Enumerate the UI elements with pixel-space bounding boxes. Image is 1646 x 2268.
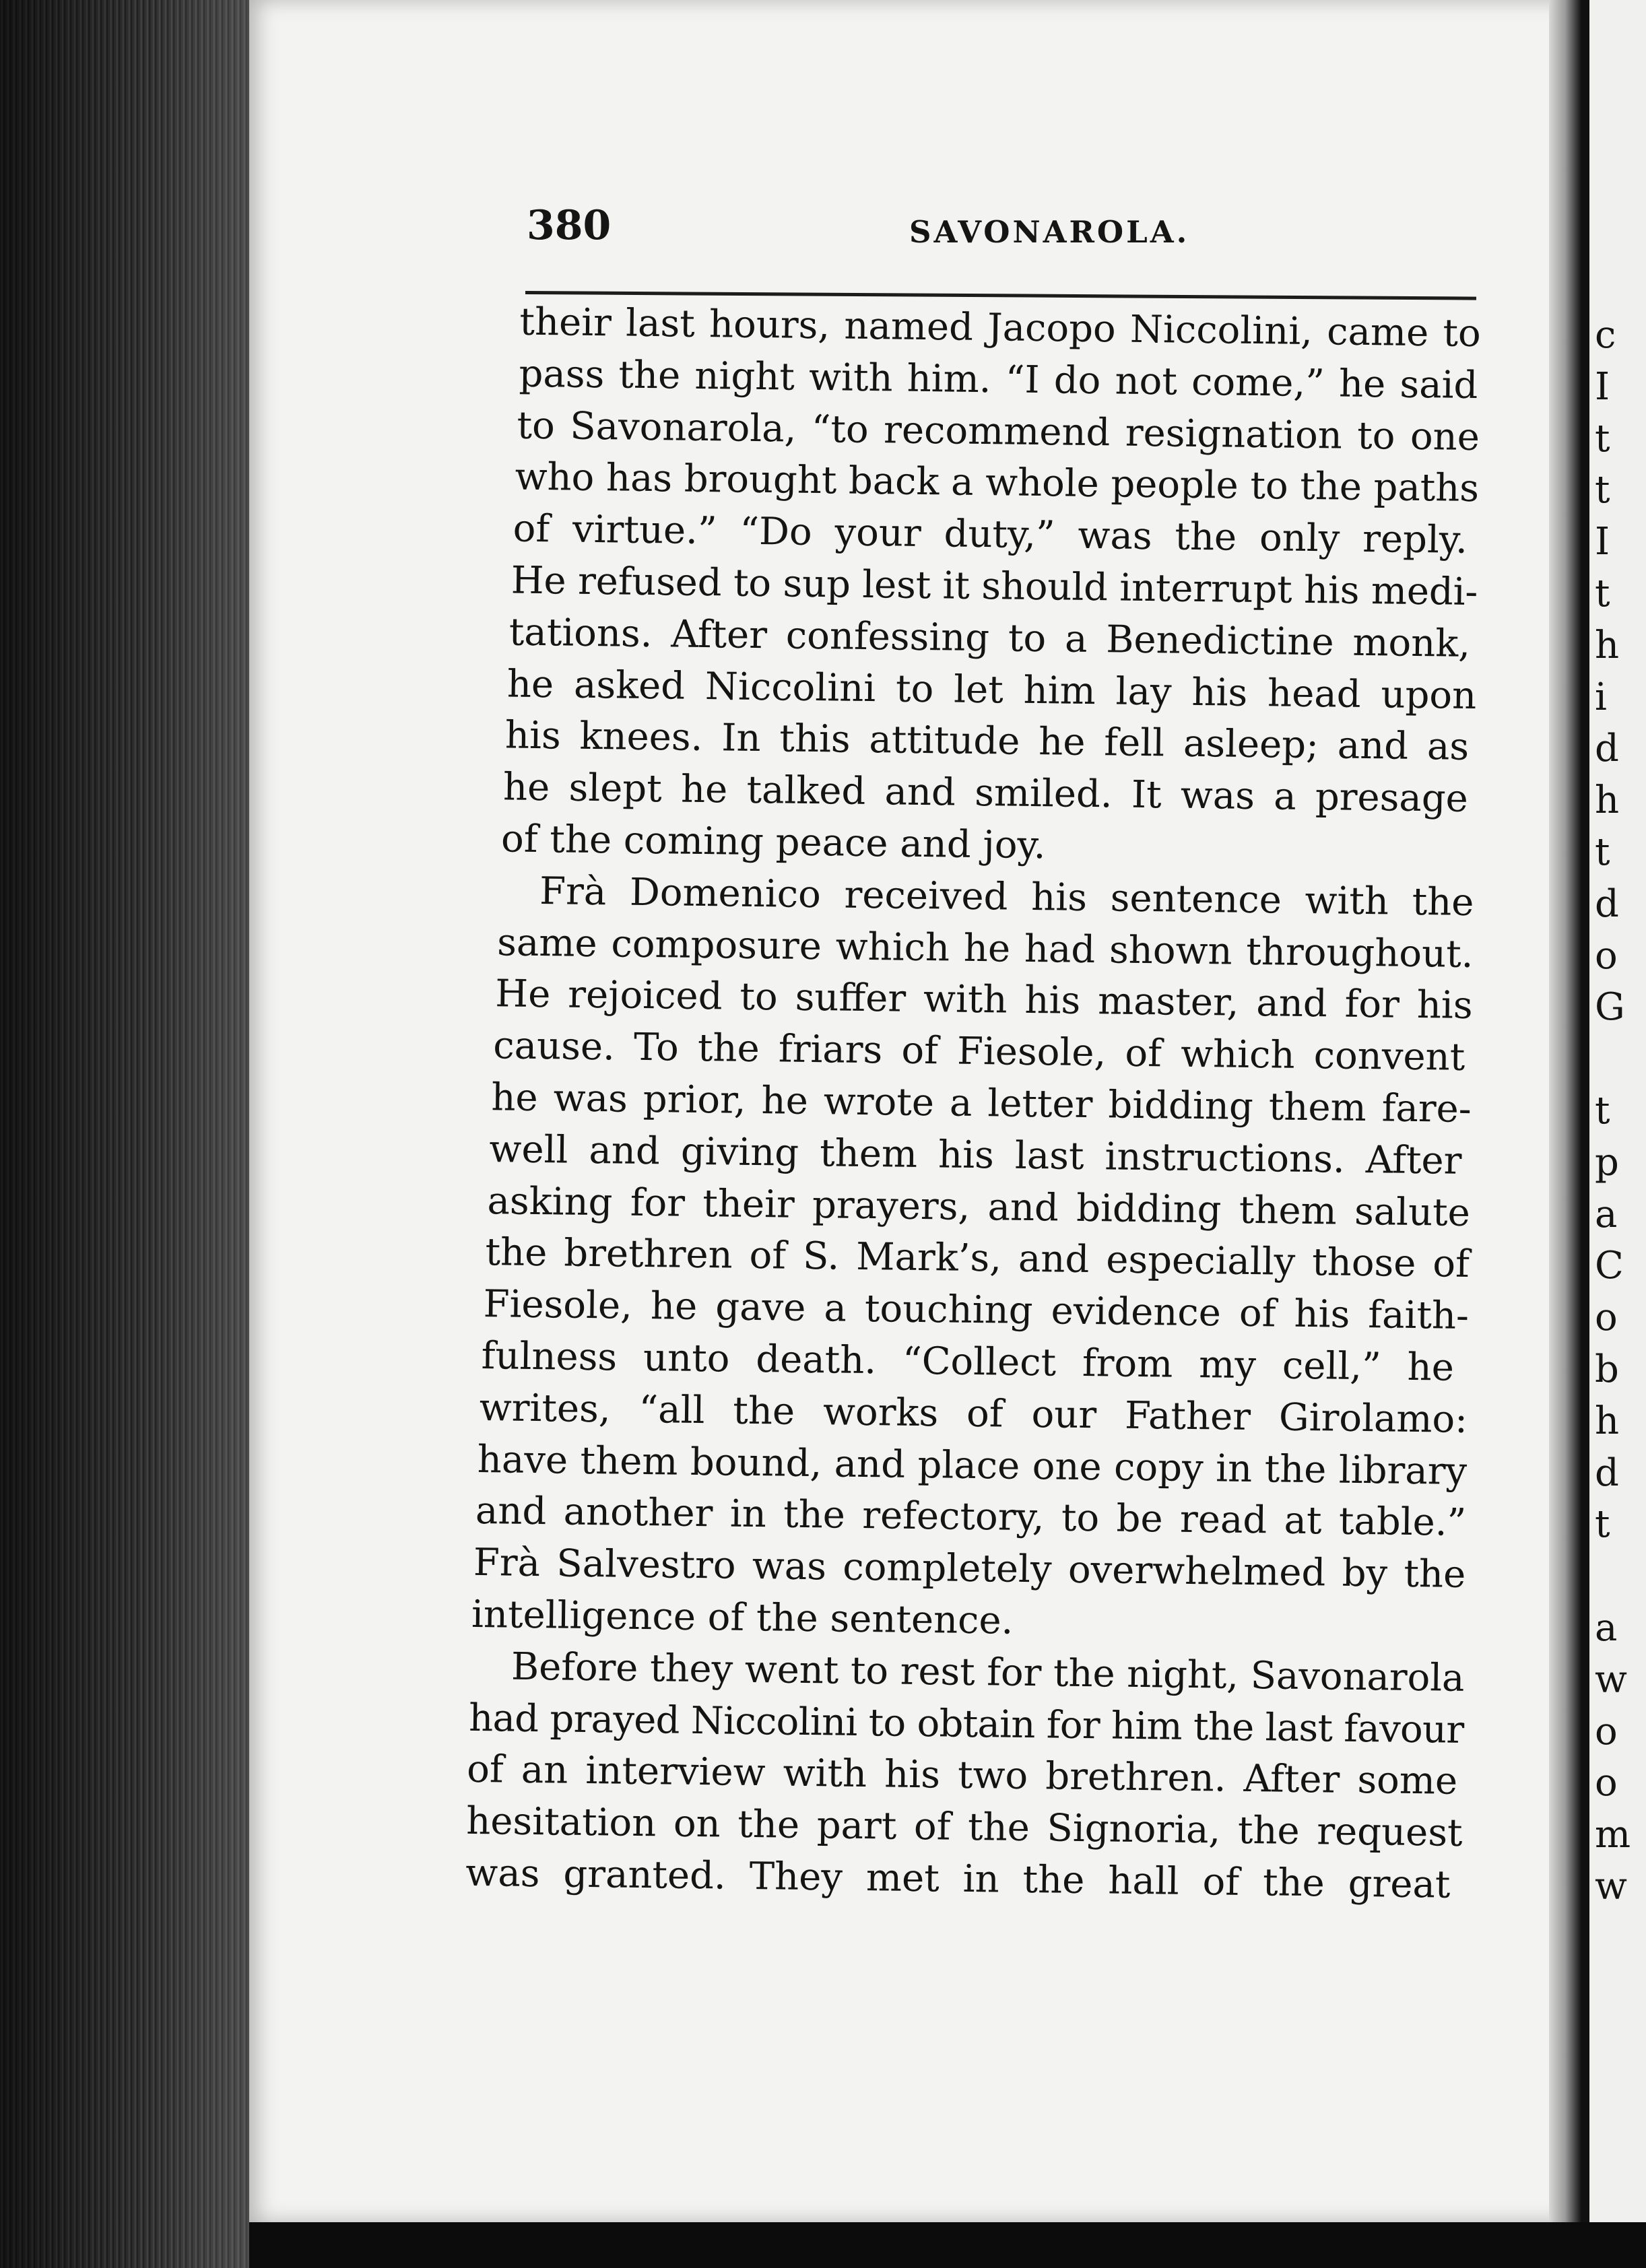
next-page-fragment: d: [1595, 727, 1619, 771]
text-line: he asked Niccolini to let him lay his head upon: [506, 662, 1477, 718]
next-page-fragment: o: [1595, 1709, 1618, 1754]
next-page-fragment: t: [1595, 571, 1610, 615]
text-line: writes, “all the works of our Father Girolamo:: [479, 1385, 1468, 1442]
text-line: have them bound, and place one copy in the library: [477, 1437, 1468, 1494]
text-line: Frà Domenico received his sentence with the: [539, 869, 1474, 925]
book-spine-edge: [0, 0, 249, 2268]
page-number: 380: [527, 202, 612, 249]
next-page-fragment: c: [1595, 313, 1616, 357]
next-page-edge: [1589, 0, 1646, 2268]
next-page-fragment: h: [1595, 778, 1620, 823]
next-page-fragment: G: [1595, 985, 1625, 1030]
next-page-fragment: b: [1595, 1347, 1619, 1391]
text-line: hesitation on the part of the Signoria, the request: [465, 1799, 1463, 1856]
text-line: of the coming peace and joy.: [500, 817, 1046, 868]
next-page-fragment: t: [1595, 468, 1610, 512]
text-line: Frà Salvestro was completely overwhelmed by the: [473, 1541, 1466, 1597]
text-line: pass the night with him. “I do not come,” he said: [519, 352, 1478, 407]
text-line: he slept he talked and smiled. It was a presage: [502, 765, 1469, 822]
text-line: same composure which he had shown throughout.: [496, 920, 1474, 976]
text-line: had prayed Niccolini to obtain for him the last favour: [468, 1696, 1464, 1752]
next-page-fragment: d: [1595, 881, 1619, 926]
next-page-fragment: t: [1595, 830, 1610, 874]
next-page-fragment: o: [1595, 1761, 1618, 1805]
text-line: was granted. They met in the hall of the great: [465, 1850, 1451, 1907]
next-page-fragment: o: [1595, 933, 1618, 978]
next-page-fragment: a: [1595, 1192, 1618, 1236]
next-page-fragment: p: [1595, 1140, 1619, 1185]
next-page-fragment: w: [1595, 1864, 1627, 1908]
next-page-fragment: m: [1595, 1813, 1631, 1857]
next-page-fragment: i: [1595, 675, 1607, 719]
next-page-fragment: I: [1595, 520, 1610, 564]
text-line: asking for their prayers, and bidding them salute: [487, 1178, 1471, 1235]
next-page-fragment: t: [1595, 1088, 1610, 1133]
page-header: [527, 202, 1476, 256]
next-page-fragment: C: [1595, 1244, 1624, 1288]
next-page-fragment: h: [1595, 623, 1620, 667]
text-line: of virtue.” “Do your duty,” was the only reply.: [513, 506, 1468, 563]
text-line: He refused to sup lest it should interrupt his medi-: [511, 558, 1478, 615]
next-page-fragment: a: [1595, 1605, 1618, 1650]
next-page-fragment: t: [1595, 1502, 1610, 1547]
text-line: Fiesole, he gave a touching evidence of his faith-: [483, 1282, 1470, 1339]
next-page-fragment: [1595, 1551, 1631, 1603]
book-gutter: [1549, 0, 1589, 2268]
next-page-fragment: o: [1595, 1296, 1618, 1340]
text-line: their last hours, named Jacopo Niccolini, came to: [519, 300, 1482, 356]
next-page-text-fragments: [1595, 310, 1631, 1913]
text-line: well and giving them his last instructions. After: [489, 1127, 1462, 1183]
text-line: and another in the refectory, to be read at table.”: [475, 1489, 1467, 1545]
next-page-fragment: t: [1595, 416, 1610, 461]
text-line: intelligence of the sentence.: [471, 1592, 1014, 1643]
body-text: [465, 296, 1522, 1912]
next-page-fragment: w: [1595, 1657, 1627, 1702]
text-line: he was prior, he wrote a letter bidding them fare-: [491, 1075, 1472, 1131]
text-line: He rejoiced to suffer with his master, and for his: [494, 972, 1473, 1028]
text-line: cause. To the friars of Fiesole, of which convent: [493, 1024, 1466, 1080]
scan-bottom-edge: [249, 2222, 1646, 2268]
text-line: tations. After confessing to a Benedictine monk,: [508, 610, 1471, 666]
text-line: Before they went to rest for the night, Savonarola: [511, 1644, 1465, 1700]
running-head: SAVONAROLA.: [909, 214, 1190, 250]
next-page-fragment: [1595, 1034, 1631, 1086]
next-page-fragment: d: [1595, 1450, 1619, 1495]
next-page-fragment: h: [1595, 1399, 1620, 1443]
text-line: his knees. In this attitude he fell asleep; and as: [504, 713, 1470, 770]
text-line: of an interview with his two brethren. After some: [466, 1747, 1458, 1804]
text-line: to Savonarola, “to recommend resignation to one: [517, 403, 1480, 459]
text-line: the brethren of S. Mark’s, and especially those of: [485, 1230, 1470, 1287]
text-line: fulness unto death. “Collect from my cell,” he: [481, 1333, 1455, 1390]
text-line: who has brought back a whole people to the paths: [515, 455, 1480, 511]
next-page-fragment: I: [1595, 364, 1610, 409]
